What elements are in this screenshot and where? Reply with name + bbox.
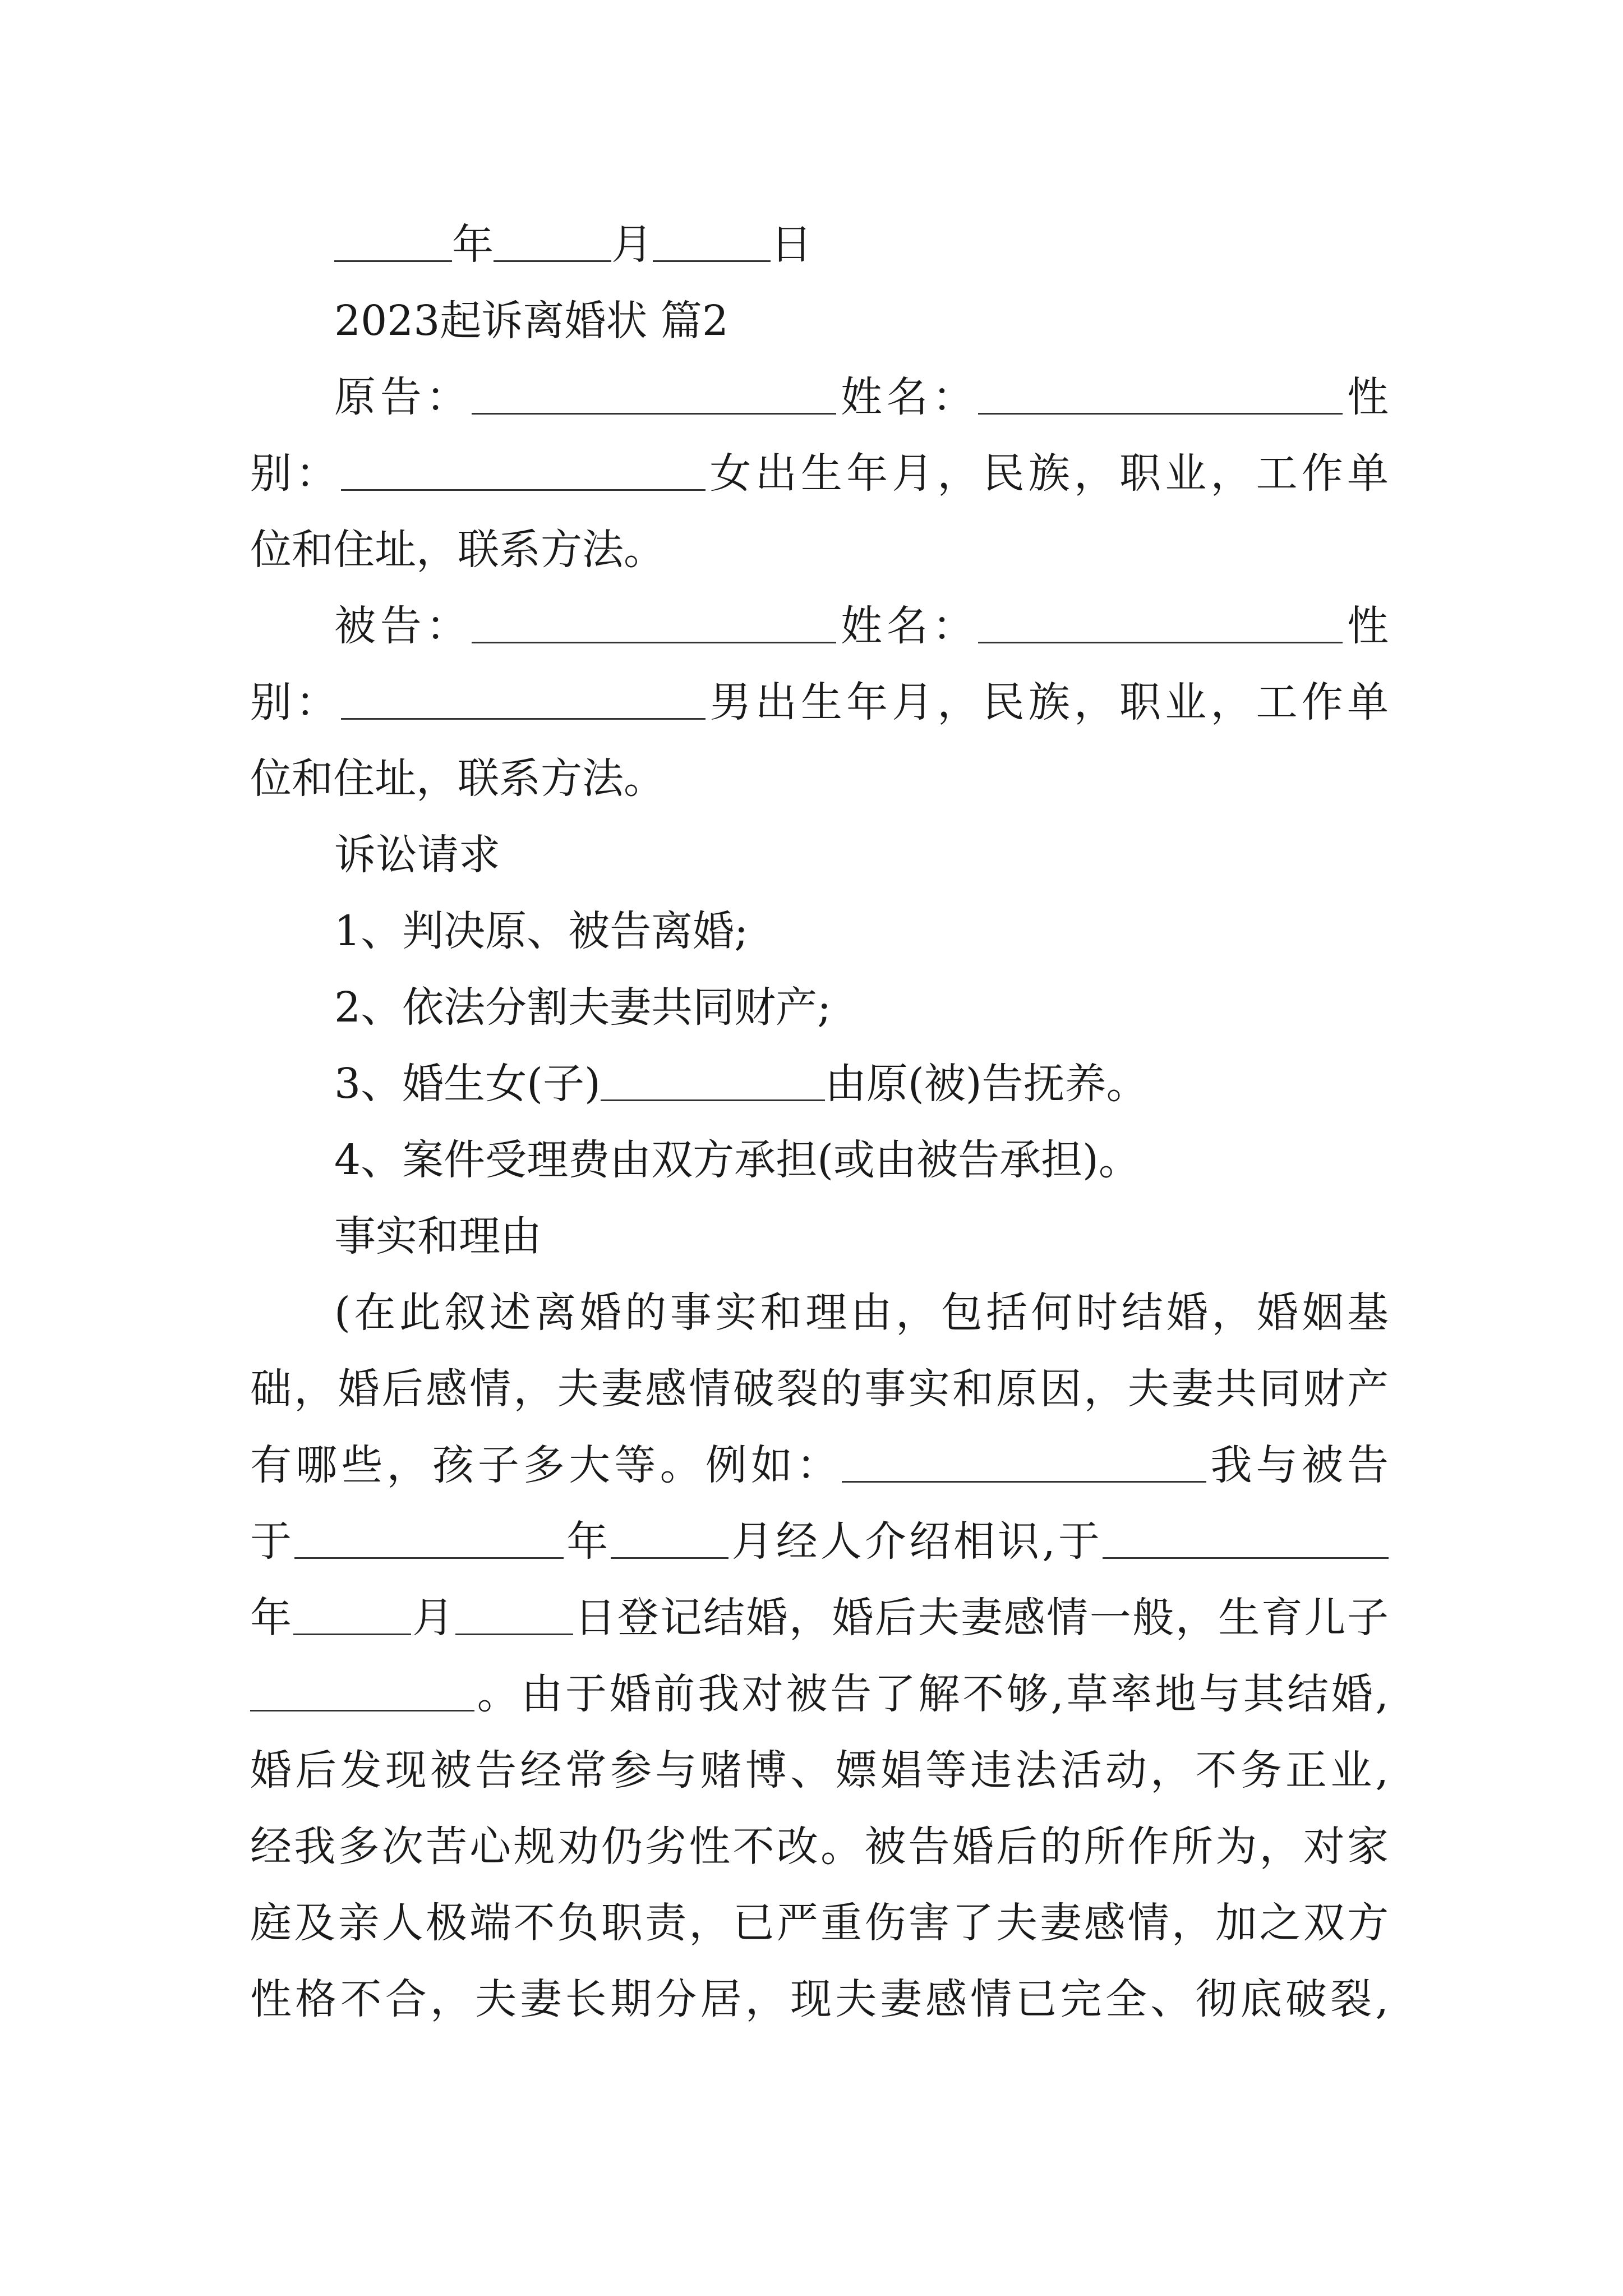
defendant-xing: 性 [1343,602,1389,650]
month-blank [494,221,611,262]
plaintiff-xing: 性 [1343,373,1389,421]
claim-item-3-a: 3、婚生女(子) [334,1060,601,1108]
facts-line-10: 性格不合，夫妻长期分居，现夫妻感情已完全、彻底破裂, [250,1975,1389,2023]
facts-line-5 [250,1590,1389,1646]
date-line [334,217,1473,273]
plaintiff-blank [472,374,836,415]
plaintiff-label: 原告： [334,373,472,421]
defendant-name-blank [978,602,1343,643]
facts-blank-4 [1103,1518,1389,1559]
plaintiff-gender-desc: 女出生年月，民族，职业，工作单 [706,449,1389,498]
facts-line-7: 婚后发现被告经常参与赌博、嫖娼等违法活动，不务正业, [250,1746,1389,1795]
facts-blank-2 [294,1518,564,1559]
plaintiff-name-blank [978,374,1343,415]
plaintiff-line-1 [334,369,1389,425]
defendant-gender-desc: 男出生年月，民族，职业，工作单 [706,678,1389,726]
defendant-name-label: 姓名： [836,602,979,650]
plaintiff-line-2 [250,445,1389,501]
claim-item-3-b: 由原(被)告抚养。 [824,1060,1148,1108]
defendant-bie: 别： [250,678,342,726]
facts-line-6-text: 。由于婚前我对被告了解不够,草率地与其结婚, [474,1670,1389,1718]
plaintiff-bie: 别： [250,449,342,498]
facts-line-4-b: 年 [564,1517,611,1566]
claim-item-4: 4、案件受理费由双方承担(或由被告承担)。 [334,1136,1140,1184]
facts-line-3 [250,1437,1389,1493]
facts-line-1: (在此叙述离婚的事实和理由，包括何时结婚，婚姻基 [334,1289,1389,1337]
claim-item-3 [334,1056,1473,1112]
facts-line-5-a: 年 [250,1594,293,1642]
defendant-line-1 [334,598,1389,654]
claim-item-2: 2、依法分割夫妻共同财产; [334,983,832,1032]
plaintiff-line-3: 位和住址，联系方法。 [250,526,665,574]
facts-blank-6 [455,1594,573,1635]
day-blank [653,221,771,262]
facts-blank-7 [250,1671,474,1711]
facts-line-5-c: 日登记结婚，婚后夫妻感情一般，生育儿子 [573,1594,1389,1642]
plaintiff-gender-blank [341,450,706,491]
facts-line-8: 经我多次苦心规劝仍劣性不改。被告婚后的所作所为，对家 [250,1823,1389,1871]
facts-line-2: 础，婚后感情，夫妻感情破裂的事实和原因，夫妻共同财产 [250,1365,1389,1413]
defendant-gender-blank [341,679,706,720]
facts-line-4-c: 月经人介绍相识,于 [728,1517,1103,1566]
facts-line-6 [250,1666,1389,1722]
doc-title: 2023起诉离婚状 篇2 [334,297,728,345]
day-label: 日 [771,220,812,269]
month-label: 月 [611,220,653,269]
plaintiff-name-label: 姓名： [836,373,979,421]
facts-line-3-a: 有哪些，孩子多大等。例如： [250,1441,842,1489]
facts-line-4 [250,1513,1389,1570]
year-blank [334,221,452,262]
facts-line-9: 庭及亲人极端不负职责，已严重伤害了夫妻感情，加之双方 [250,1899,1389,1947]
facts-heading: 事实和理由 [334,1212,542,1260]
defendant-blank [472,602,836,643]
year-label: 年 [452,220,494,269]
defendant-line-2 [250,674,1389,730]
claim-item-1: 1、判决原、被告离婚; [334,907,749,955]
facts-line-5-b: 月 [411,1594,455,1642]
facts-line-4-a: 于 [250,1517,295,1566]
claims-heading: 诉讼请求 [334,831,500,879]
defendant-line-3: 位和住址，联系方法。 [250,754,665,803]
facts-blank-1 [842,1442,1206,1483]
facts-line-3-b: 我与被告 [1206,1441,1389,1489]
facts-blank-3 [611,1518,728,1559]
facts-blank-5 [293,1594,411,1635]
child-blank [601,1060,825,1101]
defendant-label: 被告： [334,602,472,650]
